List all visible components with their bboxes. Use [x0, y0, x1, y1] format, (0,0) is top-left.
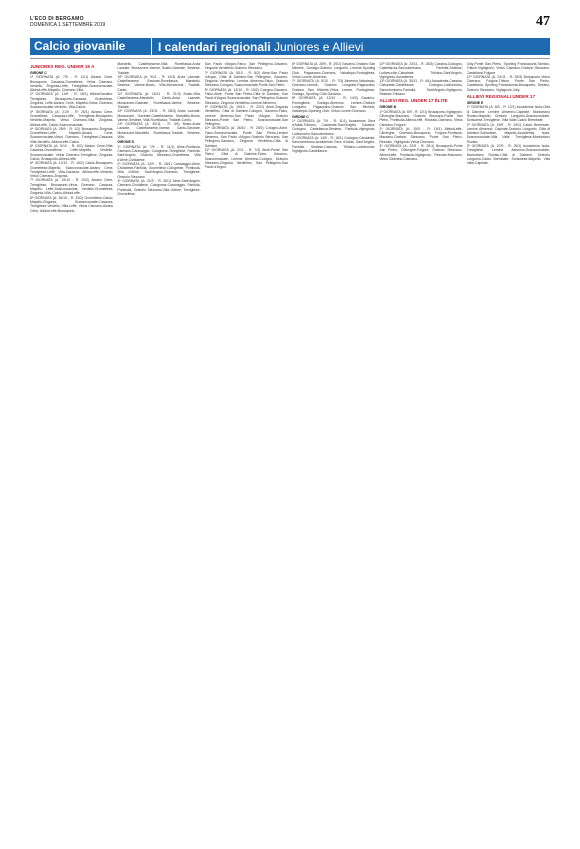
group-heading: GIRONE D [117, 140, 135, 145]
text-column [467, 62, 550, 842]
fixture-paragraph: 11ª GIORNATA (A: 16/11 - R: 21/3) Bosto-Villa, Castellanzese-Mandello, Cantù-Ardor Lazzate, Morazzone-Gavirate, Rovellasca-Varese, Sestese-Tradate. [117, 92, 201, 109]
fixture-paragraph: 2ª GIORNATA (A: 14/9 - R: 18/1) AlbinoGandino-Trevigliese, Brusaporto-Casazza, Grumellese-Zingonia, Leffe-Alzano Cene, Mapello-Virtus Ciserano, Scanzorosciate-Verdello, Villa-Calcio. [30, 92, 114, 110]
page-number: 47 [536, 14, 550, 29]
text-column [379, 62, 462, 842]
group-heading: GIRONE E [466, 101, 484, 106]
group-heading: GIRONE C [291, 114, 309, 119]
fixture-paragraph: 8ª GIORNATA (A: 26/10 - R: 29/2) Grumellese-Calcio, Mapello-Zingonia, Scanzorosciate-Casazza, Trevigliese-Verdello, Villa-Leffe, Virtus Ciserano-Alzano Cene, AlbinoLeffe-Brusaporto. [30, 195, 114, 213]
fixture-paragraph: 12ª GIORNATA (A: 24/11 - R: 29/3) Brusaporto-Virtus Ciserano, Folgore-Tritium, Ponte San Pietro-Castellana, Sporting Franciacorta-Brusaporto, Tamisio-Oratorio Stezzano, Vighignolo-Jolly. [466, 74, 550, 92]
fixture-paragraph: 2ª GIORNATA (A: 15/9 - R: 19/1) AlbinoLeffe-Ciliverghe, Ciserano-Brusaporto, Folgore-Pontisola, Mazzano-Oratorio Stezzano, Ponte San Pietro-Rezzato, Vighignolo-Virtus Ciserano. [379, 126, 463, 144]
article-columns [30, 62, 550, 842]
fixture-paragraph: 3ª GIORNATA (A: 21/9 - R: 25/1) Alme-Sant'Angelo, Ciserano-Cividatese, Colognese-Caravaggio, Fanfulla-Pontisola, Oratorio Stezzano-Villa d'Almè, Trevigliese-Grumellese. [117, 179, 201, 196]
text-column [117, 62, 200, 842]
fixture-paragraph: 1ª GIORNATA (A: 7/9 - R: 11/1) Alme-Pontisola, Ciserano-Caravaggio, Colognese-Trevigliese, Fanfulla-Sant'Angelo, Oratorio Stezzano-Grumellese, Villa d'Almè-Cividatese. [117, 144, 201, 162]
page-title [152, 40, 363, 54]
fixture-paragraph: 3ª GIORNATA (A: 22/9 - R: 26/1) Accademia Isola-Trevigliese, Lemine Almenno-Scanzorosciate, Montorfano Rovato-Città di Dalmine, Oratorio Longuelo-Calcio Brembate, Sorisolese-Mapello, Villa Valle-Capriate. [466, 144, 550, 166]
masthead [30, 16, 105, 28]
fixture-paragraph: 7ª GIORNATA (A: 5/10 - R: 8/2) Almè-San Paolo d'Argon, Città di Dalmine-San Pellegrino, Gavarno-Zingonia Verdellino, Lemine Almenno-Falco, Oratorio Stezzano-Cologno, Scanzorosciate-Ponte San Pietro. [204, 70, 288, 88]
header-rule [30, 58, 550, 59]
fixture-paragraph: 2ª GIORNATA (A: 14/9 - R: 18/1) Codogno-Calvairate, Sancolombano-Accademia Gera d'Adda, Sant'Angelo-Fanfulla, Sestese-Cassina, Tribiano-Lodivecchio, Vighignolo-Castellanza. [291, 136, 376, 153]
fixture-paragraph: 6ª GIORNATA (A: 12/10 - R: 15/2) Calcio-Brusaporto, Grumellese-Mapello, Scanzorosciate-Alzano Cene, Trevigliese-Leffe, Villa-Casazza, AlbinoLeffe-Verdello, Virtus Ciserano-Zingonia. [30, 161, 114, 179]
fixture-paragraph: 8ª GIORNATA (A: 12/10 - R: 14/3) Gavarno-Pontogliese, Gorlago-Almenno, Lemine-Oratorio Longuelo, Pagazzano-Oratorio San Michele, Valcalepio-Sporting Club, Virtus Lovere-Ciserano. [291, 96, 376, 114]
fixture-paragraph: 8ª GIORNATA (A: 12/10 - R: 15/2) Cologno-Gavarno, Falco-Almè, Ponte San Pietro-Città di Dalmine, San Paolo d'Argon-Scanzorosciate, San Pellegrino-Oratorio Stezzano, Zingonia Verdellino-Lemine Almenno. [204, 87, 288, 105]
fixture-paragraph: 3ª GIORNATA (A: 21/9 - R: 25/1) Alzano Cene-Grumellese, Casazza-Leffe, Trevigliese-Brusaporto, Verdello-Mapello, Virtus Ciserano-Villa, Zingonia-AlbinoLeffe, Calcio-Scanzorosciate. [30, 109, 114, 127]
fixture-paragraph: 10ª GIORNATA (A: 26/10 - R: 29/2) Cologno-Almè, Falco-Scanzorosciate, Ponte San Pietro-Lemine Almenno, San Paolo d'Argon-Oratorio Stezzano, San Pellegrino-Gavarno, Zingonia Verdellino-Città di Dalmine. [204, 126, 288, 148]
fixture-paragraph: 5ª GIORNATA (A: 5/10 - R: 8/2) Alzano Cene-Villa, Casazza-Grumellese, Leffe-Mapello, Verdello-Scanzorosciate, Virtus Ciserano-Trevigliese, Zingonia-Calcio, Brusaporto-AlbinoLeffe. [30, 144, 114, 161]
group-heading: GIRONE C [30, 71, 47, 75]
fixture-paragraph: 9ª GIORNATA (A: 19/10 - R: 22/2) Almè-Zingonia Verdellino, Città di Dalmine-Cologno, Gavarno-Falco, Lemine Almenno-San Paolo d'Argon, Oratorio Stezzano-Ponte San Pietro, Scanzorosciate-San Pellegrino. [204, 104, 288, 127]
fixture-paragraph: 3ª GIORNATA (A: 22/9 - R: 26/1) Brusaporto-Ponte San Pietro, Ciliverghe-Folgore, Oratorio Stezzano-AlbinoLeffe, Pontisola-Vighignolo, Rezzato-Mazzano, Virtus Ciserano-Ciserano. [379, 144, 463, 161]
text-column [292, 62, 375, 842]
fixture-paragraph: Mandello, Castellanzese-Villa, Rovellasca-Ardor Lazzate, Morazzone-Varese, Bosto-Gavirate, Sestese-Tradate. [117, 62, 201, 75]
fixture-paragraph: 13ª GIORNATA (A: 30/11 - R: 4/4) Accademia-Cassina, Calvairate-Castellanza, Codogno-Lodivecchio, Sancolombano-Fanfulla, Sant'Angelo-Vighignolo, Sestese-Tribiano. [379, 79, 463, 97]
text-column [30, 62, 113, 842]
league-heading: ALLIEVI REGIONALI UNDER 17 [466, 94, 536, 100]
text-column [205, 62, 288, 842]
fixture-paragraph: San Paolo d'Argon-Falco, San Pellegrino-Gavarno, Zingonia Verdellino-Oratorio Stezzano. [204, 62, 288, 71]
league-heading: JUNIORES REG. UNDER 19 A [30, 64, 95, 69]
page-title-sub: Juniores e Allievi [274, 39, 364, 54]
league-heading: ALLIEVI REG. UNDER 17 ÉLITE [379, 98, 448, 104]
fixture-paragraph: 4ª GIORNATA (A: 28/9 - R: 1/2) Brusaporto-Zingonia, Grumellese-Leffe, Mapello-Alzano Cene, Scanzorosciate-Virtus Ciserano, Trevigliese-Casazza, Villa-Verdello, AlbinoLeffe-Calcio. [30, 126, 114, 144]
fixture-paragraph: 12ª GIORNATA (A: 23/11 - R: 28/3) Cassina-Codogno, Castellanza-Sancolombano, Fanfulla-Sestese, Lodivecchio-Calvairate, Tribiano-Sant'Angelo, Vighignolo-Accademia. [379, 62, 463, 79]
fixture-paragraph: 10ª GIORNATA (A: 9/11 - R: 14/3) Ardor Lazzate-Castellanzese, Gavirate-Rovellasca, Mandello-Sestese, Varese-Bosto, Villa-Morazzone, Tradate-Cantù. [117, 74, 201, 92]
section-label: Calcio giovanile [30, 38, 152, 55]
group-heading: GIRONE B [379, 105, 397, 110]
fixture-paragraph: 12ª GIORNATA (A: 23/11 - R: 28/3) Ardor Lazzate-Morazzone, Gavirate-Castellanzese, Mandello-Bosto, Varese-Sestese, Villa-Rovellasca, Tradate-Cantù. [117, 109, 201, 122]
fixture-paragraph: Jolly-Ponte San Pietro, Sporting Franciacorta-Tamisio, Tritium-Vighignolo, Virtus Ciserano-Oratorio Stezzano, Castellana-Folgore. [466, 62, 550, 75]
issue-date: DOMENICA 1 SETTEMBRE 2019 [30, 22, 106, 28]
section-banner [30, 38, 550, 55]
page-title-main: I calendari regionali [158, 39, 275, 54]
fixture-paragraph: 13ª GIORNATA (A: 30/11 - R: 4/4) Bosto-Ardor Lazzate, Castellanzese-Varese, Cantù-Gavirate, Morazzone-Mandello, Rovellasca-Tradate, Sestese-Villa. [117, 122, 201, 140]
fixture-paragraph: 2ª GIORNATA (A: 15/9 - R: 19/1) Calcio Brembate-Lemine Almenno, Capriate-Oratorio Longuelo, Città di Dalmine-Sorisolese, Mapello-Accademia Isola, Scanzorosciate-Villa Valle, Trevigliese-Montorfano Rovato. [466, 122, 550, 144]
fixture-paragraph: 1ª GIORNATA (A: 7/9 - R: 11/1) Accademia Gera d'Adda-Tribiano, Calvairate-Sant'Angelo, Cassina-Codogno, Castellanza-Sestese, Fanfulla-Vighignolo, Lodivecchio-Sancolombano. [291, 118, 376, 136]
fixture-paragraph: 1ª GIORNATA (A: 8/9 - R: 12/1) Brusaporto-Vighignolo, Ciliverghe-Mazzano, Oratorio Stezzano-Ponte San Pietro, Pontisola-AlbinoLeffe, Rezzato-Ciserano, Virtus Ciserano-Folgore. [379, 109, 463, 127]
fixture-paragraph: 6ª GIORNATA (A: 28/9 - R: 29/2) Gavarno-Oratorio San Michele, Gorlago-Oratorio Longuelo, Lemine-Sporting Club, Pagazzano-Ciserano, Valcalepio-Pontogliese, Virtus Lovere-Almenno. [291, 62, 376, 79]
fixture-paragraph: 1ª GIORNATA (A: 8/9 - R: 12/1) Accademia Isola-Città di Dalmine, Lemine Almenno-Capriate, Montorfano Rovato-Mapello, Oratorio Longuelo-Scanzorosciate, Sorisolese-Trevigliese, Villa Valle-Calcio Brembate. [466, 105, 550, 123]
fixture-paragraph: 2ª GIORNATA (A: 14/9 - R: 18/1) Caravaggio-Alme, Cividatese-Fanfulla, Grumellese-Colognese, Pontisola-Villa d'Almè, Sant'Angelo-Ciserano, Trevigliese-Oratorio Stezzano. [117, 161, 201, 179]
newspaper-name: L'ECO DI BERGAMO [30, 16, 84, 22]
fixture-paragraph: 11ª GIORNATA (A: 2/11 - R: 7/3) Almè-Ponte San Pietro, Città di Dalmine-Falco, Gavarno-Scanzorosciate, Lemine Almenno-Cologno, Oratorio Stezzano-Zingonia Verdellino, San Pellegrino-San Paolo d'Argon. [204, 147, 288, 170]
fixture-paragraph: 7ª GIORNATA (A: 5/10 - R: 7/3) Almenno-Valcalepio, Ciserano-Lemine, Oratorio Longuelo-Pagazzano, Oratorio San Michele-Virtus Lovere, Pontogliese-Gorlago, Sporting Club-Gavarno. [291, 79, 376, 97]
fixture-paragraph: 1ª GIORNATA (A: 7/9 - R: 11/1) Alzano Cene-Brusaporto, Casazza-Grumellese, Virtus Ciserano-Verdello, Zingonia-Leffe, Trevigliese-Scanzorosciate, AlbinoLeffe-Mapello, Ciserano-Villa. [30, 75, 114, 93]
fixture-paragraph: 7ª GIORNATA (A: 19/10 - R: 22/2) Alzano Cene-Trevigliese, Brusaporto-Virtus Ciserano, Casazza-Mapello, Leffe-Scanzorosciate, Verdello-Grumellese, Zingonia-Villa, Calcio-AlbinoLeffe. [30, 178, 114, 196]
